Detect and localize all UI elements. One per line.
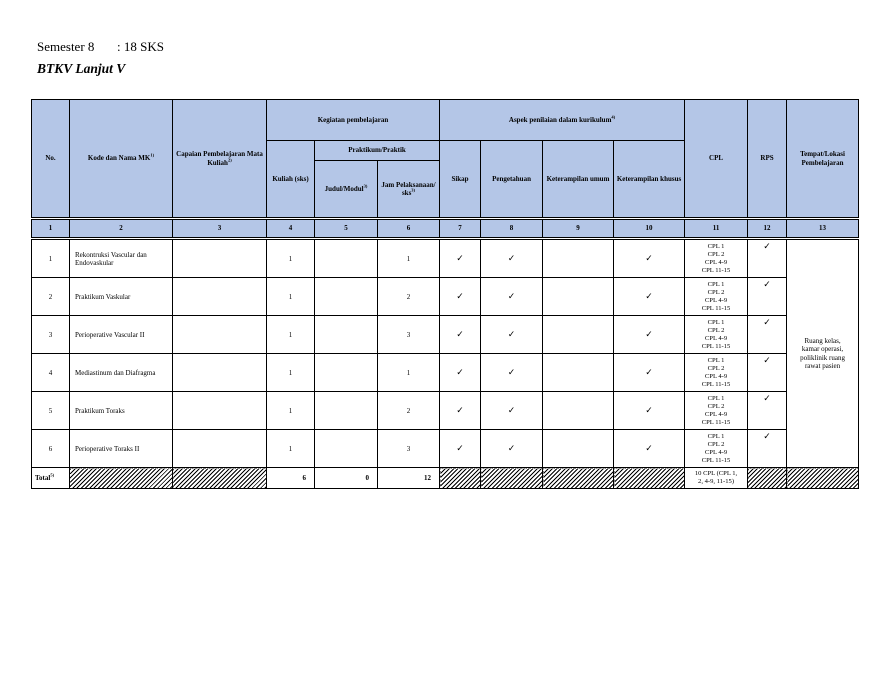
keterampilan-umum-cell: [543, 392, 614, 430]
header-keterampilan-umum: Keterampilan umum: [543, 141, 614, 219]
judul-modul-cell: [315, 354, 378, 392]
cpl-list: CPL 1 CPL 2 CPL 4-9 CPL 11-15: [685, 316, 748, 354]
jam-pelaksanaan: 3: [378, 430, 440, 468]
column-number: 1: [32, 219, 70, 239]
semester-value: : 18 SKS: [117, 39, 164, 54]
sikap-check: ✓: [440, 430, 481, 468]
cpl-list: CPL 1 CPL 2 CPL 4-9 CPL 11-15: [685, 430, 748, 468]
keterampilan-umum-cell: [543, 430, 614, 468]
capaian-cell: [173, 430, 267, 468]
keterampilan-khusus-check: ✓: [614, 239, 685, 278]
kuliah-sks: 1: [267, 316, 315, 354]
pengetahuan-check: ✓: [481, 278, 543, 316]
header-aspek-penilaian: Aspek penilaian dalam kurikulum$^{4)}$: [440, 100, 685, 141]
kuliah-sks: 1: [267, 392, 315, 430]
cpl-list: CPL 1 CPL 2 CPL 4-9 CPL 11-15: [685, 392, 748, 430]
jam-pelaksanaan: 2: [378, 278, 440, 316]
semester-label: Semester 8: [37, 39, 95, 54]
column-number: 2: [70, 219, 173, 239]
table-row: [32, 316, 859, 354]
hatched-cell: [748, 468, 787, 489]
capaian-cell: [173, 392, 267, 430]
hatched-cell: [543, 468, 614, 489]
header-pengetahuan: Pengetahuan: [481, 141, 543, 219]
table-row: [32, 278, 859, 316]
hatched-cell: [614, 468, 685, 489]
column-number: 6: [378, 219, 440, 239]
cpl-list: CPL 1 CPL 2 CPL 4-9 CPL 11-15: [685, 354, 748, 392]
judul-modul-cell: [315, 316, 378, 354]
location-cell: Ruang kelas, kamar operasi, poliklinik ruang rawat pasien: [787, 239, 859, 468]
column-number: 11: [685, 219, 748, 239]
kuliah-sks: 1: [267, 239, 315, 278]
keterampilan-umum-cell: [543, 239, 614, 278]
hatched-cell: [787, 468, 859, 489]
keterampilan-khusus-check: ✓: [614, 278, 685, 316]
column-number: 3: [173, 219, 267, 239]
capaian-cell: [173, 239, 267, 278]
header-kode-nama-mk: Kode dan Nama MK$^{1)}$: [70, 100, 173, 219]
judul-modul-cell: [315, 430, 378, 468]
total-kuliah: 6: [267, 468, 315, 489]
kuliah-sks: 1: [267, 278, 315, 316]
course-name: Praktikum Vaskular: [70, 278, 173, 316]
semester-heading: [37, 39, 164, 55]
column-number: 5: [315, 219, 378, 239]
hatched-cell: [481, 468, 543, 489]
rps-check: ✓: [748, 316, 787, 354]
header-jam-pelaksanaan: Jam Pelaksanaan/ sks$^{3)}$: [378, 161, 440, 219]
jam-pelaksanaan: 3: [378, 316, 440, 354]
row-number: 3: [32, 316, 70, 354]
hatched-cell: [173, 468, 267, 489]
table-row: [32, 354, 859, 392]
hatched-cell: [440, 468, 481, 489]
kuliah-sks: 1: [267, 354, 315, 392]
jam-pelaksanaan: 1: [378, 239, 440, 278]
header-kuliah: Kuliah (sks): [267, 141, 315, 219]
row-number: 5: [32, 392, 70, 430]
header-cpl: CPL: [685, 100, 748, 219]
header-judul-modul: Judul/Modul$^{3)}$: [315, 161, 378, 219]
rps-check: ✓: [748, 392, 787, 430]
column-number: 12: [748, 219, 787, 239]
header-sikap: Sikap: [440, 141, 481, 219]
jam-pelaksanaan: 1: [378, 354, 440, 392]
table-row: [32, 239, 859, 278]
capaian-cell: [173, 354, 267, 392]
column-number: 13: [787, 219, 859, 239]
course-name: Mediastinum dan Diafragma: [70, 354, 173, 392]
pengetahuan-check: ✓: [481, 316, 543, 354]
judul-modul-cell: [315, 239, 378, 278]
cpl-list: CPL 1 CPL 2 CPL 4-9 CPL 11-15: [685, 278, 748, 316]
header-kegiatan: Kegiatan pembelajaran: [267, 100, 440, 141]
course-name: Praktikum Toraks: [70, 392, 173, 430]
row-number: 6: [32, 430, 70, 468]
table-row: [32, 392, 859, 430]
judul-modul-cell: [315, 392, 378, 430]
course-name: Perioperative Vascular II: [70, 316, 173, 354]
column-number: 4: [267, 219, 315, 239]
hatched-cell: [70, 468, 173, 489]
keterampilan-umum-cell: [543, 354, 614, 392]
total-row: [32, 468, 859, 489]
pengetahuan-check: ✓: [481, 430, 543, 468]
course-group-title: BTKV Lanjut V: [37, 61, 126, 76]
keterampilan-umum-cell: [543, 316, 614, 354]
curriculum-table: [31, 99, 859, 489]
pengetahuan-check: ✓: [481, 354, 543, 392]
kuliah-sks: 1: [267, 430, 315, 468]
column-number: 8: [481, 219, 543, 239]
total-cpl: 10 CPL (CPL 1, 2, 4-9, 11-15): [685, 468, 748, 489]
sikap-check: ✓: [440, 354, 481, 392]
header-keterampilan-khusus: Keterampilan khusus: [614, 141, 685, 219]
table-row: [32, 430, 859, 468]
keterampilan-khusus-check: ✓: [614, 392, 685, 430]
keterampilan-umum-cell: [543, 278, 614, 316]
total-label: Total$^{5)}$: [32, 468, 70, 489]
column-number: 9: [543, 219, 614, 239]
total-jam: 12: [378, 468, 440, 489]
pengetahuan-check: ✓: [481, 392, 543, 430]
header-capaian: Capaian Pembelajaran Mata Kuliah$^{2)}$: [173, 100, 267, 219]
row-number: 2: [32, 278, 70, 316]
pengetahuan-check: ✓: [481, 239, 543, 278]
sikap-check: ✓: [440, 316, 481, 354]
rps-check: ✓: [748, 239, 787, 278]
sikap-check: ✓: [440, 392, 481, 430]
sikap-check: ✓: [440, 278, 481, 316]
keterampilan-khusus-check: ✓: [614, 316, 685, 354]
header-tempat: Tempat/Lokasi Pembelajaran: [787, 100, 859, 219]
jam-pelaksanaan: 2: [378, 392, 440, 430]
header-no: No.: [32, 100, 70, 219]
header-rps: RPS: [748, 100, 787, 219]
judul-modul-cell: [315, 278, 378, 316]
capaian-cell: [173, 278, 267, 316]
sikap-check: ✓: [440, 239, 481, 278]
cpl-list: CPL 1 CPL 2 CPL 4-9 CPL 11-15: [685, 239, 748, 278]
capaian-cell: [173, 316, 267, 354]
rps-check: ✓: [748, 354, 787, 392]
row-number: 1: [32, 239, 70, 278]
course-name: Perioperative Toraks II: [70, 430, 173, 468]
column-number: 7: [440, 219, 481, 239]
total-judul: 0: [315, 468, 378, 489]
keterampilan-khusus-check: ✓: [614, 430, 685, 468]
row-number: 4: [32, 354, 70, 392]
column-number: 10: [614, 219, 685, 239]
header-praktikum: Praktikum/Praktik: [315, 141, 440, 161]
keterampilan-khusus-check: ✓: [614, 354, 685, 392]
rps-check: ✓: [748, 278, 787, 316]
course-name: Rekontruksi Vascular dan Endovaskular: [70, 239, 173, 278]
rps-check: ✓: [748, 430, 787, 468]
